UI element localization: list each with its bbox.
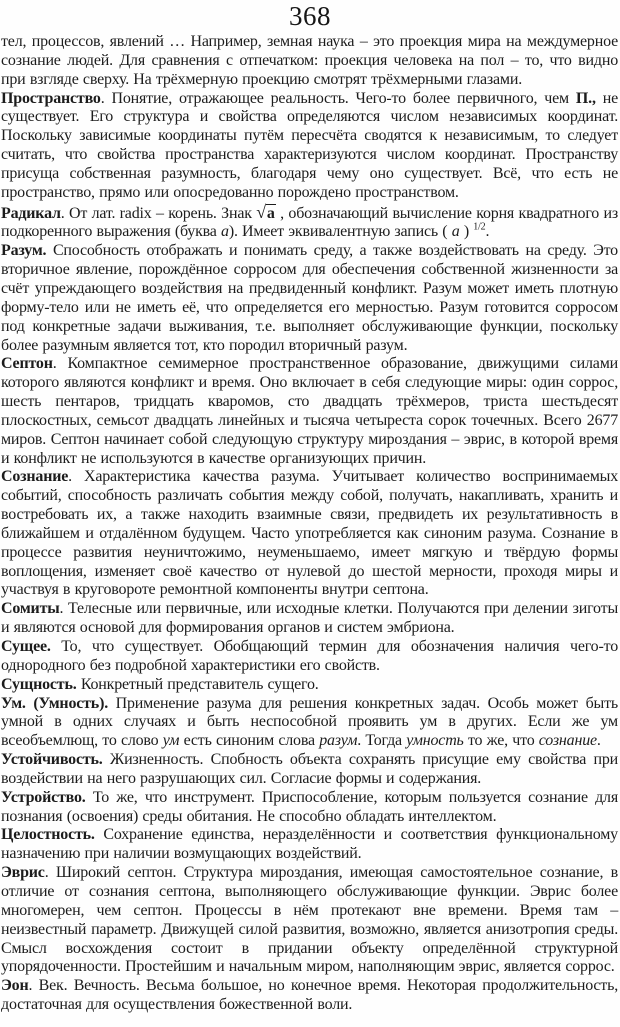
superscript: 1/2 (473, 222, 486, 234)
square-root-icon: √ (256, 201, 266, 222)
italic-word: сознание (538, 732, 597, 750)
body-text: ). Имеет эквивалентную запись ( (228, 223, 452, 241)
body-text: Способность отображать и понимать среду, а также воздействовать на среду. Это вторичное явление, порождённое сорросом для обеспечения собственной жизненности за счёт упреждающего воздействия на предвиденный конфликт. Разум может иметь плотную форму-тело или не иметь её, что определяется его мерностью. Разум готовится сорросом под конкретные задачи выживания, т.е. выполняет обслуживающие функции, поскольку более разумным является тот, кто породил вторичный разум. (1, 242, 618, 354)
body-text: Сохранение единства, неразделённости и соответствия функциональному назначению при наличии возмущающих воздействий. (1, 826, 618, 863)
body-text: есть синоним слова (179, 732, 320, 750)
italic-word: ум (162, 732, 180, 750)
body-text: . Характеристика качества разума. Учитывает количество воспринимаемых событий, способность различать события между собой, получать, накапливать, хранить и востребовать их, а также находить взаимные связи, предвидеть их результативность в ближайшем и отдалённом будущем. Часто употребляется как синоним разума. Сознание в процессе развития неуничтожимо, неуменьшаемо, имеет мягкую и твёрдую формы воплощения, изменяет своё качество от нулевой до шестой мерности, проходя миры и участвуя в круговороте ремонтной компоненты внутри септона. (1, 468, 618, 599)
italic-word: а (221, 223, 229, 241)
body-text: То же, что инструмент. Приспособление, которым пользуется сознание для познания (освоения) среды обитания. Не способно обладать интеллектом. (1, 788, 618, 825)
body-text: . Тогда (357, 732, 407, 750)
entry-ustoychivost (1, 751, 618, 789)
body-text: . Понятие, отражающее реальность. Чего-то более первичного, чем (100, 89, 576, 107)
term: Сущность. (1, 675, 77, 693)
term: Сознание (1, 468, 69, 486)
italic-word: а (451, 223, 460, 241)
term: Целостность. (1, 826, 95, 844)
paragraph-continuation (1, 33, 618, 90)
body-text: . Век. Вечность. Весьма большое, но конечное время. Некоторая продолжительность, достаточная для осуществления божественной воли. (1, 977, 618, 1014)
body-text: . (485, 223, 490, 241)
entry-radikal (1, 203, 618, 243)
body-text: . Телесные или первичные, или исходные клетки. Получаются при делении зиготы и являются основой для формирования органов и систем эмбриона. (1, 600, 618, 637)
entry-sushchee (1, 638, 618, 676)
term: Сомиты (1, 600, 60, 618)
entry-soznanie (1, 468, 618, 600)
body-text: ) (459, 223, 474, 241)
term: Эон (1, 977, 29, 995)
glossary-text (0, 31, 620, 1015)
italic-word: умность (406, 732, 464, 750)
body-text: не существует. Его структура и свойства определяются числом независимых координат. Поскольку зависимые координаты путём пересчёта сводятся к независимым, то следует считать, что свойства пространства характеризуются числом координат. Пространству присуща собственная разумность, благодаря чему оно существует. Всё, что есть не пространство, прямо или опосредованно порождено пространством. (1, 89, 618, 201)
entry-um (1, 695, 618, 752)
entry-somity (1, 600, 618, 638)
entry-ustroystvo (1, 789, 618, 827)
body-text: . От лат. radix – корень. Знак (60, 204, 257, 222)
term: Септон (1, 355, 53, 373)
body-text: то же, что (463, 732, 539, 750)
body-text: Применение разума для решения конкретных задач. Особь может быть умной в одних случаях и быть неспособной проявить ум в других. Если же ум всеобъемлющ, то слово (1, 694, 618, 750)
entry-tselostnost (1, 826, 618, 864)
term: Эврис (1, 864, 45, 882)
term: Ум. (Умность). (1, 694, 108, 712)
term: Устойчивость. (1, 751, 103, 769)
entry-eon (1, 977, 618, 1015)
term: Разум. (1, 242, 47, 260)
term: Сущее. (1, 638, 51, 655)
body-text: . (596, 732, 601, 750)
entry-evris (1, 864, 618, 977)
page-number: 368 (289, 1, 331, 31)
italic-word: разум (319, 732, 358, 750)
body-text: , обозначающий вычисление корня квадратного из подкоренного выражения (буква (1, 204, 618, 241)
body-text: тел, процессов, явлений … Например, земная наука – это проекция мира на междумерное сознание людей. Для сравнения с отпечатком: проекция человека на пол – то, что видно при взгляде сверху. На трёхмерную проекцию смотрят трёхмерными глазами. (1, 33, 618, 88)
term: П., (575, 89, 596, 107)
body-text: Жизненность. Спобность объекта сохранять присущие ему свойства при воздействии на него разрушающих сил. Согласие формы и содержания. (1, 751, 618, 787)
entry-prostranstvo (1, 90, 618, 203)
term: Устройство. (1, 788, 86, 806)
body-text: . Широкий септон. Структура мироздания, имеющая самостоятельное сознание, в отличие от сознания септона, выполняющего обслуживающие функции. Эврис более многомерен, чем септон. Процессы в нём протекают вне времени. Время там – неизвестный параметр. Движущей силой развития, возможно, является анизотропия среды. Смысл восхождения состоит в придании объекту определённой структурной упорядоченности. Простейшим и начальным миром, наполняющим эврис, является соррос. (1, 864, 618, 976)
radical-sign (256, 201, 276, 222)
term: Радикал (1, 204, 61, 222)
entry-razum (1, 242, 618, 355)
body-text: . Компактное семимерное пространственное образование, движущими силами которого являются конфликт и время. Оно включает в себя следующие миры: один соррос, шесть пентаров, тридцать кваромов, сто двадцать трёхмеров, триста шестьдесят плоскостных, семьсот двадцать линейных и тысяча четыреста сорок точечных. Всего 2677 миров. Септон начинает собой следующую структуру мироздания – эврис, в которой время и конфликт не используются в качестве организующих причин. (1, 355, 618, 467)
body-text: Конкретный представитель сущего. (76, 675, 319, 693)
entry-sushchnost (1, 676, 618, 695)
body-text: То, что существует. Обобщающий термин для обозначения наличия чего-то однородного без подробной характеристики его свойств. (1, 638, 618, 674)
term: Пространство (1, 89, 101, 107)
entry-septon (1, 355, 618, 468)
radicand: а (266, 204, 275, 222)
